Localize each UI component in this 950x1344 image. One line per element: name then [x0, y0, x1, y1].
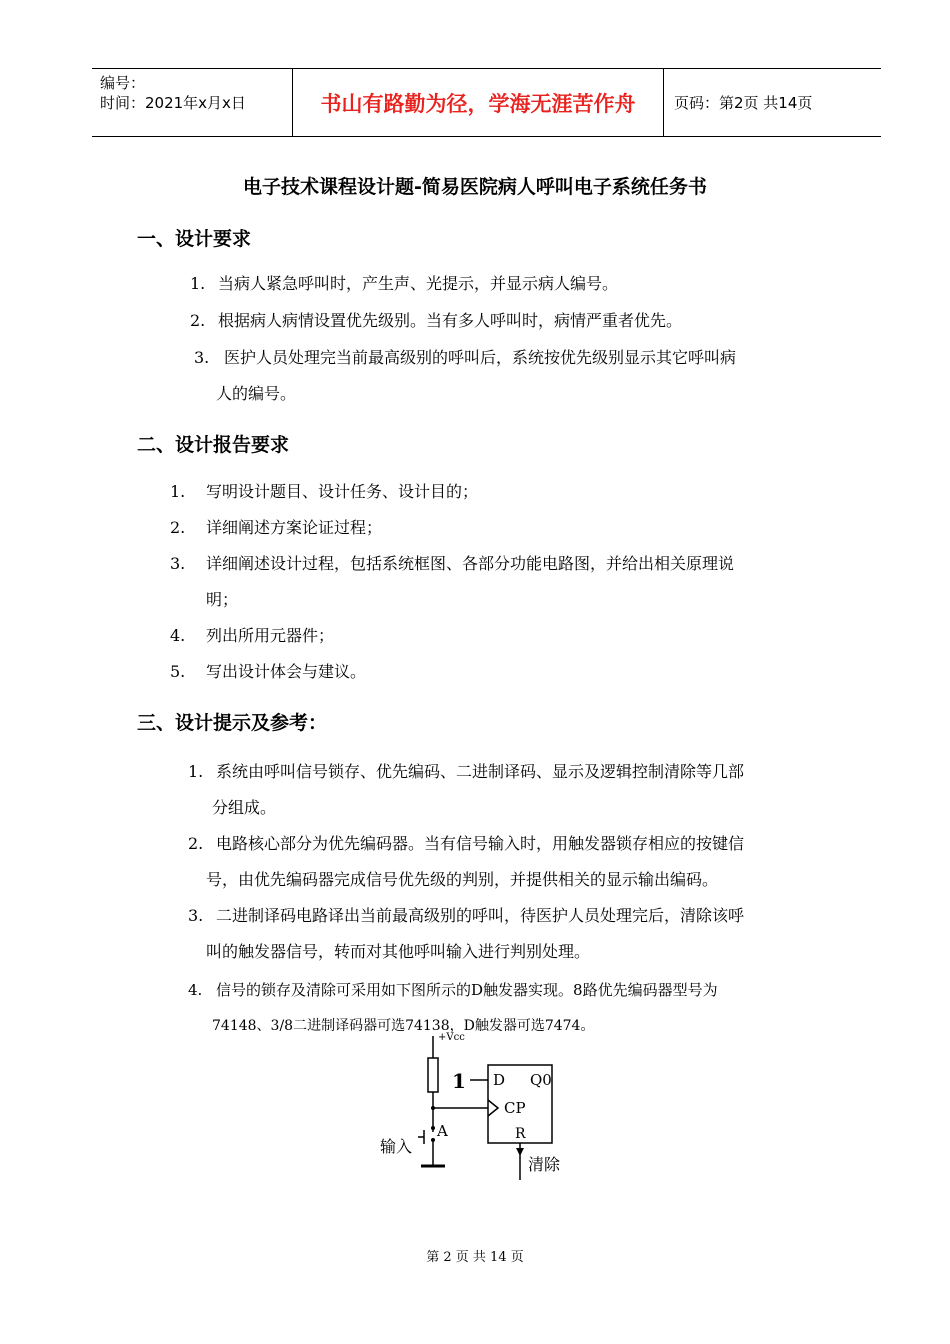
list-item: 1. 当病人紧急呼叫时，产生声、光提示，并显示病人编号。	[190, 274, 619, 293]
cp-pin-label: CP	[504, 1099, 526, 1117]
page-info: 页码：第2页 共14页	[674, 94, 813, 112]
list-item: 3. 医护人员处理完当前最高级别的呼叫后，系统按优先级别显示其它呼叫病	[194, 348, 737, 367]
list-item-continuation: 74148、3/8二进制译码器可选74138，D触发器可选7474。	[212, 1018, 595, 1034]
header-table	[92, 68, 881, 137]
document-title: 电子技术课程设计题-简易医院病人呼叫电子系统任务书	[243, 176, 707, 198]
list-item: 1. 写明设计题目、设计任务、设计目的；	[170, 482, 479, 501]
resistor	[428, 1058, 438, 1092]
switch-a-label: A	[437, 1122, 448, 1140]
input-label: 输入	[380, 1137, 413, 1156]
vcc-label: +Vcc	[438, 1032, 465, 1043]
time-label: 时间：2021年x月x日	[100, 94, 246, 112]
list-item-continuation: 叫的触发器信号，转而对其他呼叫输入进行判别处理。	[206, 942, 591, 961]
list-item: 4. 列出所用元器件；	[170, 626, 335, 645]
section-heading-report: 二、设计报告要求	[137, 434, 290, 456]
r-pin-label: R	[515, 1126, 526, 1142]
list-item: 2. 根据病人病情设置优先级别。当有多人呼叫时，病情严重者优先。	[190, 311, 683, 330]
list-item: 1. 系统由呼叫信号锁存、优先编码、二进制译码、显示及逻辑控制清除等几部	[188, 762, 745, 781]
logic-one-label: 1	[452, 1069, 466, 1093]
switch-contact	[431, 1138, 435, 1142]
page-footer: 第 2 页 共 14 页	[426, 1250, 524, 1265]
list-item: 3. 详细阐述设计过程，包括系统框图、各部分功能电路图，并给出相关原理说	[170, 554, 735, 573]
clear-arrow-icon	[516, 1148, 524, 1156]
list-item-continuation: 分组成。	[212, 798, 277, 817]
clear-label: 清除	[528, 1155, 561, 1174]
list-item: 2. 电路核心部分为优先编码器。当有信号输入时，用触发器锁存相应的按键信	[188, 834, 745, 853]
motto: 书山有路勤为径，学海无涯苦作舟	[292, 69, 664, 136]
section-heading-hints: 三、设计提示及参考：	[137, 712, 328, 734]
list-item-continuation: 号，由优先编码器完成信号优先级的判别，并提供相关的显示输出编码。	[206, 870, 719, 889]
q0-pin-label: Q0	[530, 1071, 552, 1089]
switch-contact	[431, 1126, 435, 1130]
list-item: 4. 信号的锁存及清除可采用如下图所示的D触发器实现。8路优先编码器型号为	[188, 981, 718, 999]
list-item: 3. 二进制译码电路译出当前最高级别的呼叫，待医护人员处理完后，清除该呼	[188, 906, 745, 925]
section-heading-requirements: 一、设计要求	[137, 228, 252, 250]
list-item-continuation: 明；	[206, 590, 239, 609]
d-flipflop-circuit-diagram	[360, 1020, 600, 1190]
header-meta	[92, 69, 292, 136]
list-item: 5. 写出设计体会与建议。	[170, 662, 367, 681]
serial-label: 编号：	[100, 74, 146, 92]
list-item: 2. 详细阐述方案论证过程；	[170, 518, 383, 537]
list-item-continuation: 人的编号。	[216, 384, 297, 403]
junction-dot	[431, 1106, 435, 1110]
clock-triangle	[488, 1100, 498, 1116]
d-pin-label: D	[493, 1071, 506, 1089]
